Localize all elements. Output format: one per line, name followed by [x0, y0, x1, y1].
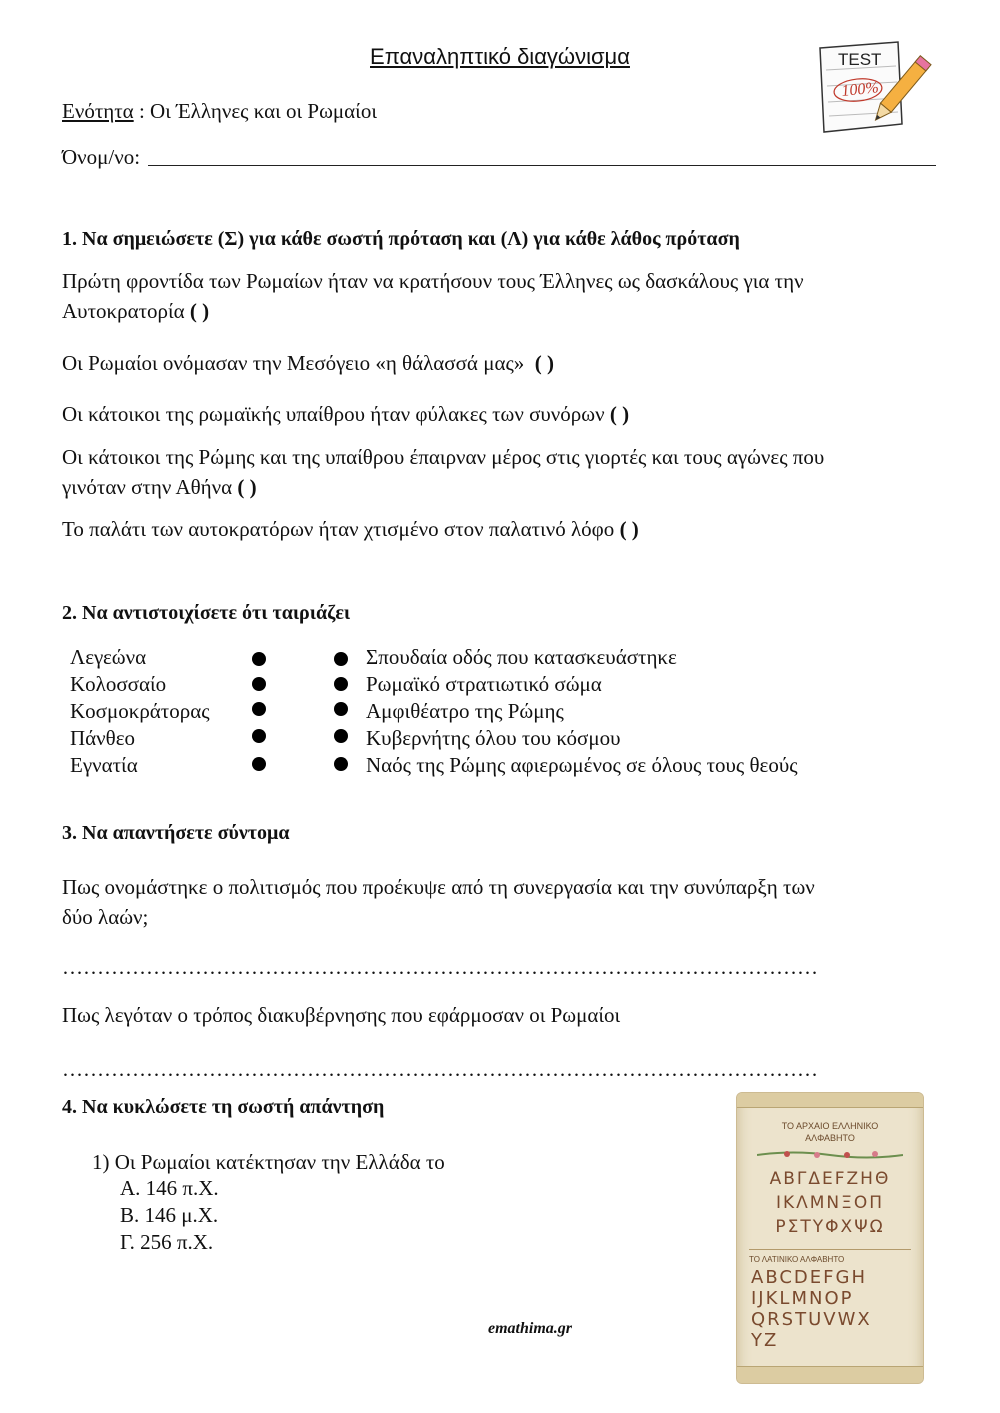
- match-dot-left[interactable]: [252, 729, 266, 743]
- tf-item-1: [62, 266, 804, 326]
- tf-item-4: [62, 442, 824, 502]
- question-text: Πως ονομάστηκε ο πολιτισμός που προέκυψε από τη συνεργασία και την συνύπαρξη των: [62, 875, 815, 899]
- match-left-item: Κοσμοκράτορας: [70, 699, 210, 723]
- name-field[interactable]: [62, 142, 936, 172]
- tf-item-text: Πρώτη φροντίδα των Ρωμαίων ήταν να κρατήσουν τους Έλληνες ως δασκάλους για την: [62, 269, 804, 293]
- match-left-item: Εγνατία: [70, 753, 138, 777]
- short-question-2: Πως λεγόταν ο τρόπος διακυβέρνησης που εφάρμοσαν οι Ρωμαίοι: [62, 1003, 621, 1027]
- mc-question: 1) Οι Ρωμαίοι κατέκτησαν την Ελλάδα το: [92, 1150, 445, 1174]
- scroll-flower-garland: [757, 1147, 903, 1157]
- match-dot-right[interactable]: [334, 652, 348, 666]
- match-dot-left[interactable]: [252, 702, 266, 716]
- match-dot-right[interactable]: [334, 702, 348, 716]
- scroll-title-2: ΑΛΦΑΒΗΤΟ: [805, 1133, 855, 1143]
- latin-row: YZ: [751, 1330, 779, 1351]
- match-left-item: Κολοσσαίο: [70, 672, 167, 696]
- answer-box[interactable]: ( ): [619, 517, 639, 541]
- alphabet-scroll-image: [736, 1092, 924, 1384]
- mc-option[interactable]: Γ. 256 π.Χ.: [120, 1230, 214, 1254]
- answer-line-2[interactable]: ………………………………………………………………………………………………: [62, 1057, 818, 1081]
- latin-row: ABCDEFGH: [751, 1267, 867, 1288]
- short-question-1: [62, 872, 815, 932]
- unit-label: Ενότητα: [62, 99, 134, 123]
- tf-item-text: Αυτοκρατορία: [62, 299, 185, 323]
- answer-box[interactable]: ( ): [534, 351, 555, 375]
- tf-item-2: [62, 348, 554, 378]
- match-dot-left[interactable]: [252, 757, 266, 771]
- tf-item-3: [62, 399, 629, 429]
- latin-alphabet: [751, 1267, 915, 1351]
- question-text: δύο λαών;: [62, 905, 149, 929]
- greek-alphabet: [749, 1167, 911, 1239]
- name-label: Όνομ/νο:: [62, 145, 141, 169]
- match-right-item: Ναός της Ρώμης αφιερωμένος σε όλους τους θεούς: [366, 753, 798, 777]
- tf-item-text: Οι κάτοικοι της ρωμαϊκής υπαίθρου ήταν φύλακες των συνόρων: [62, 402, 605, 426]
- latin-row: IJKLMNOP: [751, 1288, 854, 1309]
- greek-row: ΙΚΛΜΝΞΟΠ: [775, 1193, 885, 1213]
- page-title: Επαναληπτικό διαγώνισμα: [370, 44, 630, 69]
- answer-box[interactable]: ( ): [237, 475, 257, 499]
- match-dot-left[interactable]: [252, 677, 266, 691]
- match-left-column: [70, 644, 210, 779]
- scroll-roll-top: [737, 1093, 923, 1108]
- match-right-item: Αμφιθέατρο της Ρώμης: [366, 699, 564, 723]
- mc-option[interactable]: Α. 146 π.Χ.: [120, 1176, 219, 1200]
- unit-line: [62, 96, 377, 126]
- mc-option[interactable]: Β. 146 μ.Χ.: [120, 1203, 219, 1227]
- scroll-divider: [749, 1249, 911, 1250]
- answer-line-1[interactable]: ………………………………………………………………………………………………: [62, 955, 818, 979]
- test-logo: [802, 40, 932, 140]
- tf-item-text: Οι κάτοικοι της Ρώμης και της υπαίθρου έπαιρναν μέρος στις γιορτές και τους αγώνες που: [62, 445, 825, 469]
- tf-item-text: γινόταν στην Αθήνα: [62, 475, 233, 499]
- section2-heading: 2. Να αντιστοιχίσετε ότι ταιριάζει: [62, 602, 351, 624]
- match-left-item: Λεγεώνα: [70, 645, 147, 669]
- footer-site: emathima.gr: [487, 1320, 572, 1337]
- latin-title: ΤΟ ΛΑΤΙΝΙΚΟ ΑΛΦΑΒΗΤΟ: [749, 1255, 845, 1264]
- match-right-column: [366, 644, 798, 779]
- match-dot-right[interactable]: [334, 757, 348, 771]
- test-paper-icon: [802, 40, 932, 140]
- greek-row: ΑΒΓΔΕϜΖΗΘ: [769, 1169, 891, 1189]
- latin-row: QRSTUVWX: [751, 1309, 872, 1330]
- match-right-item: Σπουδαία οδός που κατασκευάστηκε: [366, 645, 677, 669]
- match-left-item: Πάνθεο: [70, 726, 136, 750]
- test-score: 100%: [840, 79, 880, 100]
- match-dot-right[interactable]: [334, 729, 348, 743]
- match-right-item: Ρωμαϊκό στρατιωτικό σώμα: [366, 672, 602, 696]
- mc-options: [120, 1175, 219, 1256]
- tf-item-text: Το παλάτι των αυτοκρατόρων ήταν χτισμένο στον παλατινό λόφο: [62, 517, 615, 541]
- unit-value: Οι Έλληνες και οι Ρωμαίοι: [150, 99, 377, 123]
- section4-heading: 4. Να κυκλώσετε τη σωστή απάντηση: [62, 1096, 385, 1118]
- scroll-title-1: ΤΟ ΑΡΧΑΙΟ ΕΛΛΗΝΙΚΟ: [781, 1121, 879, 1131]
- match-dot-right[interactable]: [334, 677, 348, 691]
- section1-heading: 1. Να σημειώσετε (Σ) για κάθε σωστή πρόταση και (Λ) για κάθε λάθος πρόταση: [62, 228, 740, 250]
- name-underline[interactable]: [148, 165, 936, 166]
- greek-row: ΡΣΤΥΦΧΨΩ: [775, 1217, 885, 1237]
- unit-separator: :: [133, 99, 151, 123]
- tf-item-text: Οι Ρωμαίοι ονόμασαν την Μεσόγειο «η θάλασσά μας»: [62, 351, 525, 375]
- match-right-item: Κυβερνήτης όλου του κόσμου: [366, 726, 621, 750]
- answer-box[interactable]: ( ): [609, 402, 630, 426]
- section3-heading: 3. Να απαντήσετε σύντομα: [62, 822, 290, 844]
- test-label: TEST: [838, 50, 882, 69]
- match-dot-left[interactable]: [252, 652, 266, 666]
- answer-box[interactable]: ( ): [189, 299, 210, 323]
- tf-item-5: [62, 514, 639, 544]
- scroll-roll-bottom: [737, 1366, 923, 1383]
